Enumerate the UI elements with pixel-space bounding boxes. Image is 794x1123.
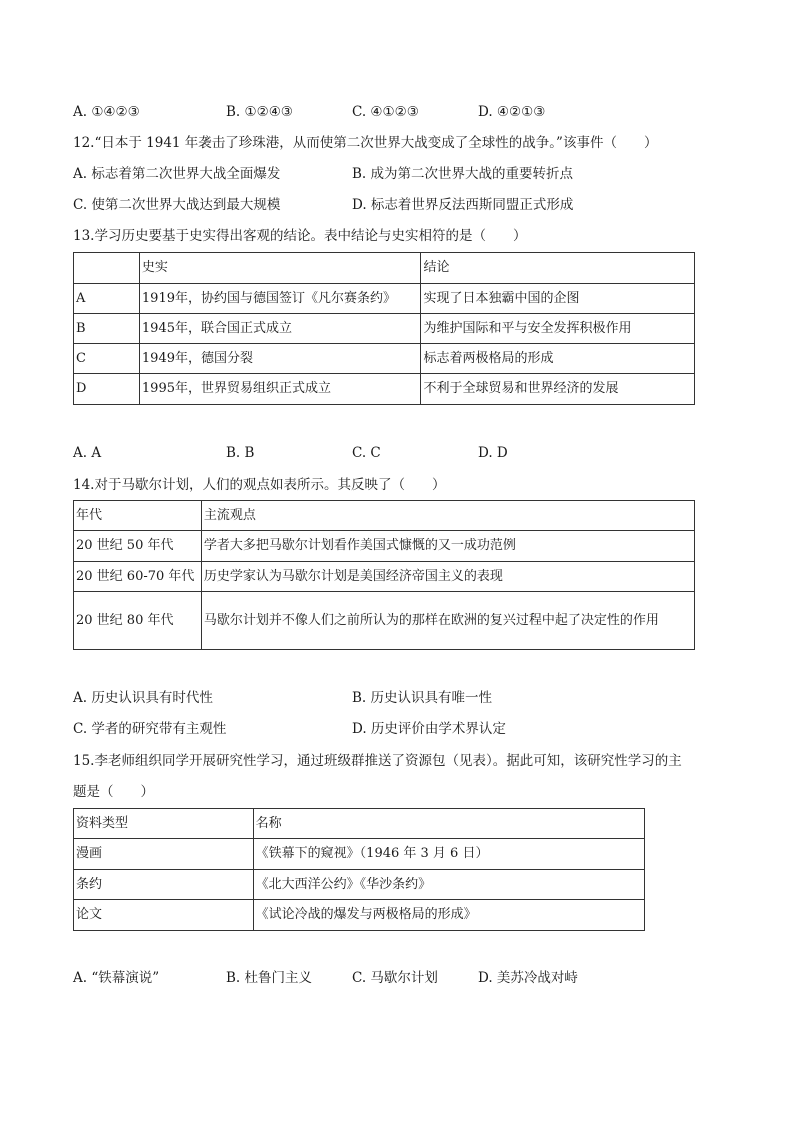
q15-table xyxy=(73,808,645,931)
q15-stem-line2: 题是（ ） xyxy=(73,784,154,800)
q11-option-b: B. ①②④③ xyxy=(226,104,293,120)
table-cell: 马歇尔计划并不像人们之前所认为的那样在欧洲的复兴过程中起了决定性的作用 xyxy=(201,592,694,650)
table-cell: 资料类型 xyxy=(74,809,254,839)
table-cell: 1995年，世界贸易组织正式成立 xyxy=(139,374,421,405)
table-cell: 名称 xyxy=(253,809,644,839)
q13-stem: 13.学习历史要基于史实得出客观的结论。表中结论与史实相符的是（ ） xyxy=(73,228,527,244)
table-header-row xyxy=(74,253,695,284)
q13-option-b: B. B xyxy=(226,445,255,461)
q13-table xyxy=(73,252,695,405)
table-cell: 标志着两极格局的形成 xyxy=(421,344,695,374)
table-cell: 20 世纪 80 年代 xyxy=(74,592,202,650)
q14-stem: 14.对于马歇尔计划，人们的观点如表所示。其反映了（ ） xyxy=(73,477,446,493)
table-cell: 《铁幕下的窥视》（1946 年 3 月 6 日） xyxy=(253,839,644,870)
table-cell: 结论 xyxy=(421,253,695,284)
q13-option-c: C. C xyxy=(352,445,381,461)
table-row xyxy=(74,531,695,562)
table-cell: 为维护国际和平与安全发挥积极作用 xyxy=(421,314,695,344)
table-row xyxy=(74,374,695,405)
table-cell: 1919年，协约国与德国签订《凡尔赛条约》 xyxy=(139,284,421,314)
table-cell: 20 世纪 60-70 年代 xyxy=(74,562,202,592)
q14-option-c: C. 学者的研究带有主观性 xyxy=(73,721,227,737)
table-cell: 不利于全球贸易和世界经济的发展 xyxy=(421,374,695,405)
table-cell: 史实 xyxy=(139,253,421,284)
q11-option-c: C. ④①②③ xyxy=(352,104,419,120)
q14-option-d: D. 历史评价由学术界认定 xyxy=(352,721,506,737)
table-cell: 1949年，德国分裂 xyxy=(139,344,421,374)
table-cell: 20 世纪 50 年代 xyxy=(74,531,202,562)
q13-option-a: A. A xyxy=(73,445,102,461)
table-cell: 条约 xyxy=(74,870,254,900)
q15-option-d: D. 美苏冷战对峙 xyxy=(478,970,578,986)
q12-option-a: A. 标志着第二次世界大战全面爆发 xyxy=(73,166,281,182)
table-row xyxy=(74,900,645,931)
table-row xyxy=(74,284,695,314)
table-cell: 学者大多把马歇尔计划看作美国式慷慨的又一成功范例 xyxy=(201,531,694,562)
q12-stem: 12.“日本于 1941 年袭击了珍珠港，从而使第二次世界大战变成了全球性的战争。”该事件（ ） xyxy=(73,135,658,151)
table-cell: 主流观点 xyxy=(201,501,694,531)
table-cell: D xyxy=(74,374,140,405)
q13-option-d: D. D xyxy=(478,445,508,461)
q14-option-a: A. 历史认识具有时代性 xyxy=(73,690,213,706)
q12-option-d: D. 标志着世界反法西斯同盟正式形成 xyxy=(352,197,574,213)
table-cell: 《北大西洋公约》《华沙条约》 xyxy=(253,870,644,900)
table-row xyxy=(74,314,695,344)
q12-option-b: B. 成为第二次世界大战的重要转折点 xyxy=(352,166,574,182)
q14-option-b: B. 历史认识具有唯一性 xyxy=(352,690,493,706)
table-row xyxy=(74,562,695,592)
table-row xyxy=(74,592,695,650)
table-cell: A xyxy=(74,284,140,314)
table-cell: 《试论冷战的爆发与两极格局的形成》 xyxy=(253,900,644,931)
table-row xyxy=(74,870,645,900)
table-cell: C xyxy=(74,344,140,374)
q14-table xyxy=(73,500,695,650)
q12-option-c: C. 使第二次世界大战达到最大规模 xyxy=(73,197,281,213)
q11-option-d: D. ④②①③ xyxy=(478,104,546,120)
table-cell xyxy=(74,253,140,284)
table-cell: 漫画 xyxy=(74,839,254,870)
table-cell: 年代 xyxy=(74,501,202,531)
table-cell: 历史学家认为马歇尔计划是美国经济帝国主义的表现 xyxy=(201,562,694,592)
q11-option-a: A. ①④②③ xyxy=(73,104,140,120)
table-row xyxy=(74,344,695,374)
q15-stem-line1: 15.李老师组织同学开展研究性学习，通过班级群推送了资源包（见表）。据此可知，该研究性学习的主 xyxy=(73,753,682,769)
q15-option-b: B. 杜鲁门主义 xyxy=(226,970,313,986)
table-header-row xyxy=(74,501,695,531)
q15-option-c: C. 马歇尔计划 xyxy=(352,970,438,986)
table-cell: 实现了日本独霸中国的企图 xyxy=(421,284,695,314)
table-cell: 1945年，联合国正式成立 xyxy=(139,314,421,344)
table-row xyxy=(74,839,645,870)
table-cell: 论文 xyxy=(74,900,254,931)
table-cell: B xyxy=(74,314,140,344)
q15-option-a: A. “铁幕演说” xyxy=(73,970,160,986)
table-header-row xyxy=(74,809,645,839)
